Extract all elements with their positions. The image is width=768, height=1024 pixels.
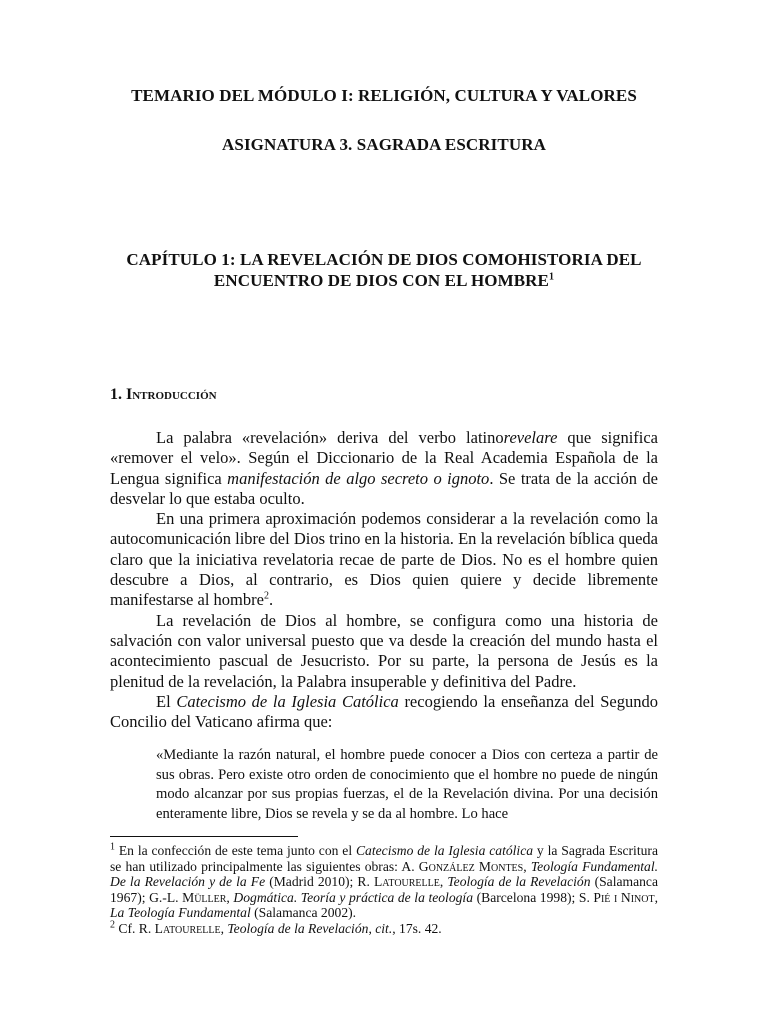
p1-emphasis-definition: manifestación de algo secreto o ignoto [227, 468, 490, 488]
section-heading [110, 386, 217, 404]
footnote-1-number: 1 [110, 841, 115, 853]
chapter-title [0, 249, 768, 291]
footnote-ref-2[interactable]: 2 [263, 590, 269, 602]
p4-text-a: El [156, 691, 177, 711]
paragraph-1 [110, 428, 658, 509]
p1-text-a: La palabra «revelación» deriva del verbo latino [156, 428, 504, 447]
paragraph-4 [110, 692, 658, 733]
p1-emphasis-revelare: revelare [503, 428, 558, 447]
block-quote [156, 746, 658, 824]
paragraph-3: La revelación de Dios al hombre, se configura como una historia de salvación con valor universal puesto que va desde la creación del mundo hasta el acontecimiento pascual de Jesucristo. Por su parte, la persona de Jesús es la plenitud de la revelación, la Palabra insuperable y definitiva del Padre. [110, 610, 658, 691]
section-title: Introducción [126, 386, 217, 403]
p4-text-b: recogiendo la enseñanza del Segundo Concilio del Vaticano afirma que: [110, 691, 658, 732]
subject-title: ASIGNATURA 3. SAGRADA ESCRITURA [222, 135, 546, 154]
section-number: 1. [110, 386, 122, 403]
paragraph-2 [110, 509, 658, 610]
footnote-1: $^1$ En la confección de este tema junto con el Catecismo de la Iglesia católica y la Sagrada Escritura se han utilizado principalmente las siguientes obras: A. González Montes, Teología Fundamental. De la Revelación y de la Fe (Madrid 2010); R. Latourelle, Teología de la Revelación (Salamanca 1967); G.-L. Müller, Dogmática. Teoría y práctica de la teología (Barcelona 1998); S. Pié i Ninot, La Teología Fundamental (Salamanca 2002). [110, 841, 659, 921]
p1-text-b: que significa «remover el velo». Según el Diccionario de la Real Academia Española de la Lengua significa [110, 428, 659, 488]
chapter-title-line2: ENCUENTRO DE DIOS CON EL HOMBRE [213, 271, 549, 290]
p2-end: . [268, 590, 274, 610]
p2-text: En una primera aproximación podemos considerar a la revelación como la autocomunicación libre del Dios trino en la historia. En la revelación bíblica queda claro que la iniciativa revelatoria recae de parte de Dios. No es el hombre quien descubre a Dios, al contrario, es Dios quien quiere y decide libremente manifestarse al hombre [110, 509, 658, 610]
p1-text-c: . Se trata de la acción de desvelar lo que estaba oculto. [110, 468, 658, 508]
body-text [110, 428, 658, 732]
footnote-2: $^2$ Cf. R. Latourelle, Teología de la Revelación, cit., 17s. 42. [110, 919, 442, 936]
module-title: TEMARIO DEL MÓDULO I: RELIGIÓN, CULTURA Y VALORES [131, 86, 637, 105]
quote-text: «Mediante la razón natural, el hombre puede conocer a Dios con certeza a partir de sus obras. Pero existe otro orden de conocimiento que el hombre no puede de ningún modo alcanzar por sus propias fuerzas, el de la Revelación divina. Por una decisión enteramente libre, Dios se revela y se da al hombre. Lo hace [156, 747, 658, 822]
footnotes [110, 843, 658, 937]
footnote-2-number: 2 [110, 919, 115, 931]
footnote-ref-1[interactable]: 1 [549, 271, 555, 283]
chapter-title-line1: CAPÍTULO 1: LA REVELACIÓN DE DIOS COMOHISTORIA DEL [126, 250, 642, 269]
p4-emphasis-catechism: Catecismo de la Iglesia Católica [176, 691, 399, 711]
footnote-separator [110, 836, 298, 837]
